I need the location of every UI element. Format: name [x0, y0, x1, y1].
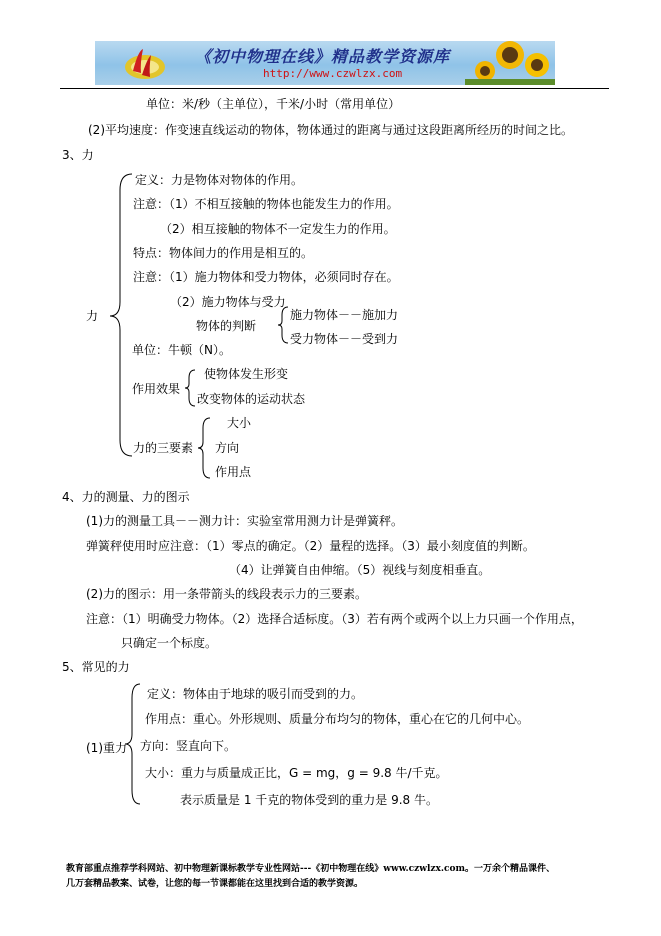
- banner-url[interactable]: http://www.czwlzx.com: [263, 67, 403, 80]
- gravity-meaning: 表示质量是 1 千克的物体受到的重力是 9.8 牛。: [180, 793, 438, 807]
- site-logo-icon: [115, 41, 175, 85]
- measure-line-3: （4）让弹簧自由伸缩。（5）视线与刻度相垂直。: [229, 563, 491, 577]
- force-label: 力: [86, 309, 99, 323]
- footer-line-2: 几万套精品教案、试卷，让您的每一节课都能在这里找到合适的教学资源。: [66, 879, 364, 889]
- effect-option-b: 改变物体的运动状态: [197, 392, 306, 406]
- judge-option-b: 受力物体－－受到力: [290, 332, 399, 346]
- force-note-1: 注意：（1）不相互接触的物体也能发生力的作用。: [133, 197, 399, 211]
- gravity-point: 作用点：重心。外形规则、质量分布均匀的物体，重心在它的几何中心。: [145, 712, 530, 726]
- three-elements-label: 力的三要素: [133, 441, 194, 455]
- header-divider: [60, 88, 609, 89]
- footer-line-1: 教育部重点推荐学科网站、初中物理新课标教学专业性网站---《初中物理在线》www.czwlzx.com。一万余个精品课件、: [66, 864, 556, 874]
- measure-line-2: 弹簧秤使用时应注意：（1）零点的确定。（2）量程的选择。（3）最小刻度值的判断。: [86, 539, 535, 553]
- three-elements-brace: [196, 416, 212, 480]
- average-speed-line: (2)平均速度：作变速直线运动的物体，物体通过的距离与通过这段距离所经历的时间之比。: [88, 123, 574, 137]
- gravity-size: 大小：重力与质量成正比，G = mg，g = 9.8 牛/千克。: [145, 766, 448, 780]
- section-4-title: 4、力的测量、力的图示: [62, 490, 190, 504]
- section-5-title: 5、常见的力: [62, 660, 130, 674]
- gravity-definition: 定义：物体由于地球的吸引而受到的力。: [147, 687, 364, 701]
- element-direction: 方向: [215, 441, 240, 455]
- effect-option-a: 使物体发生形变: [204, 367, 289, 381]
- measure-line-6: 只确定一个标度。: [121, 636, 218, 650]
- force-note-3: 注意：（1）施力物体和受力物体，必须同时存在。: [133, 270, 399, 284]
- effect-label: 作用效果: [132, 382, 181, 396]
- gravity-label: (1)重力: [86, 741, 127, 755]
- judge-brace: [276, 305, 290, 345]
- force-note-4: （2）施力物体与受力: [170, 295, 286, 309]
- judge-option-a: 施力物体－－施加力: [290, 308, 399, 322]
- element-point: 作用点: [215, 465, 252, 479]
- force-judge-label: 物体的判断: [196, 319, 257, 333]
- measure-line-4: (2)力的图示：用一条带箭头的线段表示力的三要素。: [86, 587, 368, 601]
- force-unit: 单位：牛顿（N）。: [132, 343, 231, 357]
- force-feature: 特点：物体间力的作用是相互的。: [133, 246, 314, 260]
- force-definition: 定义：力是物体对物体的作用。: [135, 173, 304, 187]
- element-size: 大小: [227, 416, 252, 430]
- sunflower-icon: [465, 41, 555, 85]
- gravity-direction: 方向：竖直向下。: [140, 739, 237, 753]
- force-note-2: （2）相互接触的物体不一定发生力的作用。: [160, 222, 396, 236]
- header-banner: [95, 41, 555, 85]
- measure-line-1: (1)力的测量工具－－测力计：实验室常用测力计是弹簧秤。: [86, 514, 404, 528]
- force-brace: [104, 170, 144, 460]
- speed-unit-line: 单位：米/秒（主单位），千米/小时（常用单位）: [146, 97, 401, 111]
- effect-brace: [183, 368, 197, 408]
- banner-title: 《初中物理在线》精品教学资源库: [195, 47, 451, 66]
- section-3-title: 3、力: [62, 148, 94, 162]
- measure-line-5: 注意：（1）明确受力物体。（2）选择合适标度。（3）若有两个或两个以上力只画一个作用点，: [86, 612, 583, 626]
